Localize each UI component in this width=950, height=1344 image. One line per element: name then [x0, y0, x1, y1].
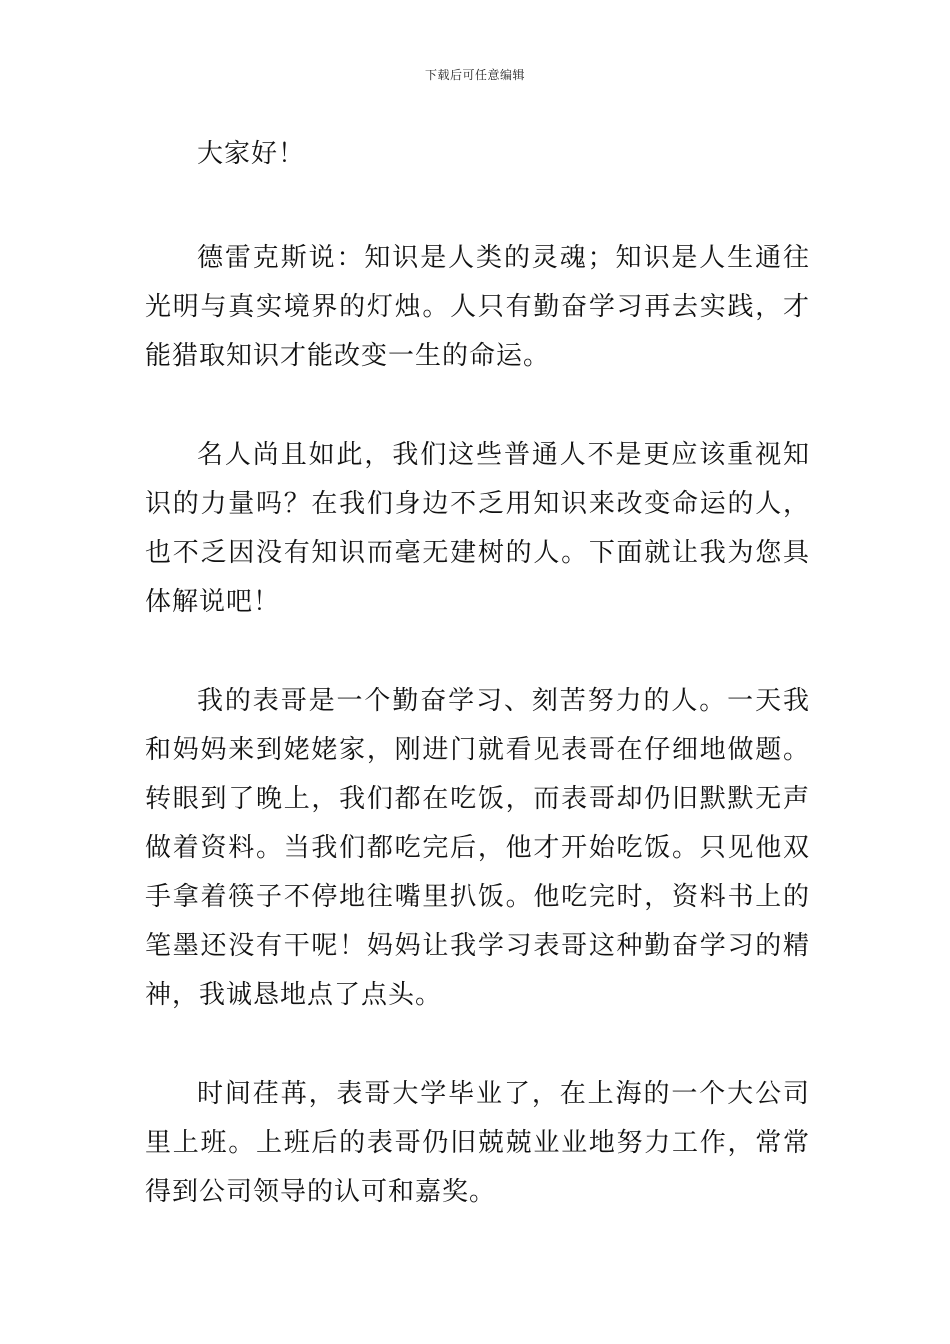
paragraph-cousin-study: 我的表哥是一个勤奋学习、刻苦努力的人。一天我和妈妈来到姥姥家，刚进门就看见表哥在仔细地做题。转眼到了晚上，我们都在吃饭，而表哥却仍旧默默无声做着资料。当我们都吃完后，他才开始吃饭。只见他双手拿着筷子不停地往嘴里扒饭。他吃完时，资料书上的笔墨还没有干呢！妈妈让我学习表哥这种勤奋学习的精神，我诚恳地点了点头。 — [145, 686, 810, 1010]
document-body — [145, 130, 810, 1267]
header-note: 下载后可任意编辑 — [424, 68, 525, 82]
paragraph-quote: 德雷克斯说：知识是人类的灵魂；知识是人生通往光明与真实境界的灯烛。人只有勤奋学习再去实践，才能猎取知识才能改变一生的命运。 — [145, 243, 810, 371]
paragraph-greeting: 大家好！ — [197, 139, 306, 169]
paragraph-intro: 名人尚且如此，我们这些普通人不是更应该重视知识的力量吗？在我们身边不乏用知识来改变命运的人，也不乏因没有知识而毫无建树的人。下面就让我为您具体解说吧！ — [145, 440, 810, 617]
paragraph-cousin-work: 时间荏苒，表哥大学毕业了，在上海的一个大公司里上班。上班后的表哥仍旧兢兢业业地努力工作，常常得到公司领导的认可和嘉奖。 — [145, 1079, 810, 1207]
